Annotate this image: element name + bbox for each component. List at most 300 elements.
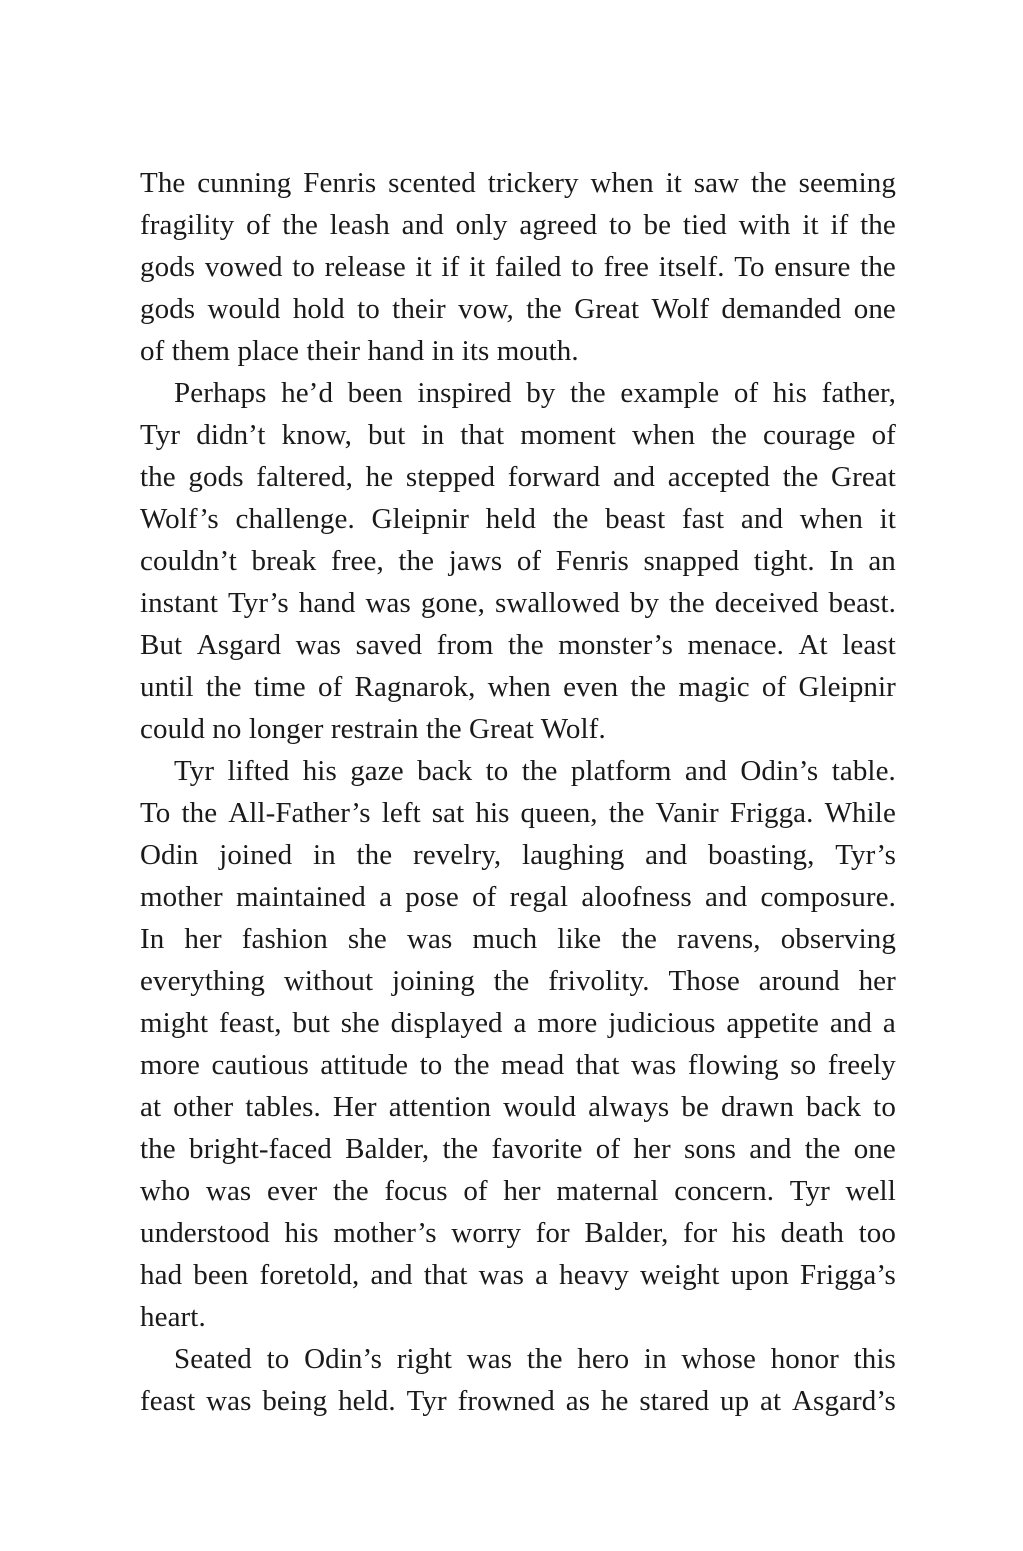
- word: demanded: [721, 293, 842, 325]
- word: Asgard’s: [792, 1385, 896, 1417]
- word: with: [738, 209, 791, 241]
- word: deceived: [714, 587, 819, 619]
- word: back: [805, 1091, 862, 1123]
- word: the: [332, 1175, 369, 1207]
- word: as: [565, 1385, 591, 1417]
- word: and: [684, 755, 728, 787]
- word: the: [205, 671, 242, 703]
- word: hold: [292, 293, 345, 325]
- word: To: [140, 797, 171, 829]
- word: the: [526, 293, 562, 325]
- word: bright-faced: [189, 1133, 332, 1165]
- word: least: [842, 629, 896, 661]
- word: understood: [140, 1217, 270, 1249]
- word: she: [347, 923, 387, 955]
- word: concern.: [674, 1175, 775, 1207]
- word: the: [282, 209, 318, 241]
- word: it: [802, 209, 819, 241]
- word: been: [193, 1259, 249, 1291]
- word: when: [487, 671, 551, 703]
- word: be: [643, 209, 672, 241]
- word: frivolity.: [548, 965, 650, 997]
- word: had: [140, 1259, 183, 1291]
- word: the: [860, 209, 896, 241]
- word: to: [609, 209, 632, 241]
- word: jaws: [448, 545, 503, 577]
- text-line: [140, 414, 896, 456]
- paragraph-4: [140, 1338, 896, 1422]
- word: observing: [780, 923, 896, 955]
- word: gaze: [350, 755, 404, 787]
- word: scented: [388, 167, 476, 199]
- word: he: [365, 461, 394, 493]
- word: Fenris: [555, 545, 629, 577]
- word: example: [620, 377, 720, 409]
- word: would: [503, 1091, 577, 1123]
- word: Vanir: [655, 797, 719, 829]
- word: the: [398, 545, 435, 577]
- word: Odin: [140, 839, 199, 871]
- word: who: [140, 1175, 191, 1207]
- word: and: [645, 839, 688, 871]
- word: displayed: [390, 1007, 503, 1039]
- word: until: [140, 671, 194, 703]
- word: the: [453, 1049, 490, 1081]
- word: back: [417, 755, 473, 787]
- word: gods: [140, 251, 196, 283]
- word: might: [140, 1007, 209, 1039]
- word: of: [733, 377, 759, 409]
- word: the: [140, 1133, 176, 1165]
- word: a: [379, 881, 393, 913]
- word: from: [436, 629, 494, 661]
- word: the: [181, 797, 218, 829]
- word: trickery: [487, 167, 579, 199]
- word: the: [442, 1133, 479, 1165]
- word: Great: [574, 293, 640, 325]
- word: being: [262, 1385, 328, 1417]
- word: frowned: [457, 1385, 555, 1417]
- text-line: [140, 960, 896, 1002]
- word: Odin’s: [740, 755, 819, 787]
- word: focus: [384, 1175, 448, 1207]
- word: his: [772, 377, 807, 409]
- word: and: [829, 1007, 872, 1039]
- word: Tyr: [140, 419, 181, 451]
- word: to: [419, 1049, 443, 1081]
- word: Those: [668, 965, 740, 997]
- text-line: could no longer restrain the Great Wolf.: [140, 713, 606, 745]
- word: and: [612, 461, 656, 493]
- word: up: [720, 1385, 750, 1417]
- word: her: [503, 1175, 541, 1207]
- word: his: [475, 797, 510, 829]
- word: for: [535, 1217, 570, 1249]
- word: to: [571, 251, 594, 283]
- word: it: [415, 251, 432, 283]
- word: everything: [140, 965, 266, 997]
- word: Wolf’s: [140, 503, 219, 535]
- word: Balder,: [345, 1133, 430, 1165]
- word: leash: [329, 209, 390, 241]
- word: moment: [520, 419, 616, 451]
- word: around: [758, 965, 840, 997]
- word: drawn: [720, 1091, 794, 1123]
- word: laughing: [522, 839, 625, 871]
- word: menace.: [687, 629, 784, 661]
- word: that: [423, 1259, 468, 1291]
- word: much: [472, 923, 538, 955]
- word: lifted: [227, 755, 290, 787]
- word: beast: [605, 503, 666, 535]
- text-line: [140, 1002, 896, 1044]
- word: regal: [509, 881, 569, 913]
- word: and: [740, 503, 784, 535]
- text-line: [140, 1044, 896, 1086]
- word: hand: [298, 587, 356, 619]
- word: by: [629, 587, 660, 619]
- word: maternal: [556, 1175, 659, 1207]
- word: was: [206, 1385, 252, 1417]
- word: the: [608, 797, 645, 829]
- word: Gleipnir: [798, 671, 896, 703]
- word: attitude: [320, 1049, 409, 1081]
- word: was: [466, 1343, 513, 1375]
- word: tight.: [753, 545, 815, 577]
- word: the: [356, 839, 393, 871]
- word: one: [853, 293, 896, 325]
- text-line: [140, 792, 896, 834]
- word: the: [630, 671, 667, 703]
- word: he: [600, 1385, 629, 1417]
- word: stepped: [405, 461, 496, 493]
- word: more: [140, 1049, 200, 1081]
- word: of: [516, 545, 542, 577]
- word: couldn’t: [140, 545, 237, 577]
- text-line: [140, 372, 896, 414]
- word: know,: [281, 419, 352, 451]
- word: sat: [431, 797, 465, 829]
- word: this: [853, 1343, 896, 1375]
- word: tables.: [245, 1091, 321, 1123]
- word: The: [140, 167, 186, 199]
- text-line: [140, 750, 896, 792]
- word: mother: [140, 881, 223, 913]
- word: freely: [827, 1049, 896, 1081]
- word: revelry,: [413, 839, 502, 871]
- word: snapped: [643, 545, 740, 577]
- word: it: [468, 251, 486, 283]
- word: an: [868, 545, 896, 577]
- word: when: [799, 503, 863, 535]
- word: mother’s: [333, 1217, 437, 1249]
- word: Perhaps: [174, 377, 267, 409]
- word: right: [396, 1343, 453, 1375]
- text-line: [140, 246, 896, 288]
- word: cautious: [211, 1049, 309, 1081]
- word: ravens,: [677, 923, 761, 955]
- word: didn’t: [196, 419, 266, 451]
- word: instant: [140, 587, 219, 619]
- word: tied: [682, 209, 727, 241]
- text-line: [140, 1170, 896, 1212]
- word: for: [683, 1217, 718, 1249]
- word: Tyr’s: [228, 587, 289, 619]
- word: free: [603, 251, 650, 283]
- word: it: [879, 503, 896, 535]
- word: But: [140, 629, 183, 661]
- word: to: [357, 293, 380, 325]
- word: Great: [831, 461, 896, 493]
- word: gods: [140, 293, 196, 325]
- word: beast.: [828, 587, 896, 619]
- word: attention: [388, 1091, 492, 1123]
- text-line: [140, 498, 896, 540]
- word: was: [205, 1175, 252, 1207]
- word: hero: [577, 1343, 630, 1375]
- word: she: [340, 1007, 380, 1039]
- word: Wolf: [651, 293, 710, 325]
- text-line: heart.: [140, 1301, 206, 1333]
- text-line: [140, 162, 896, 204]
- word: the: [669, 587, 705, 619]
- word: break: [251, 545, 317, 577]
- word: in: [421, 419, 445, 451]
- word: too: [858, 1217, 896, 1249]
- word: Frigga’s: [800, 1259, 896, 1291]
- word: Her: [332, 1091, 377, 1123]
- text-line: [140, 456, 896, 498]
- word: Frigga.: [729, 797, 814, 829]
- word: challenge.: [235, 503, 355, 535]
- word: the: [140, 461, 176, 493]
- word: but: [368, 419, 406, 451]
- word: favorite: [491, 1133, 583, 1165]
- word: like: [557, 923, 602, 955]
- word: appetite: [726, 1007, 819, 1039]
- word: Asgard: [196, 629, 282, 661]
- word: worry: [451, 1217, 522, 1249]
- book-text-column: [140, 162, 896, 1422]
- word: the: [493, 965, 530, 997]
- word: cunning: [197, 167, 292, 199]
- word: Tyr: [174, 755, 215, 787]
- word: a: [513, 1007, 527, 1039]
- word: if: [441, 251, 460, 283]
- word: of: [317, 671, 343, 703]
- word: Fenris: [303, 167, 377, 199]
- word: was: [406, 923, 453, 955]
- text-line: [140, 1086, 896, 1128]
- text-line: [140, 204, 896, 246]
- word: was: [631, 1049, 677, 1081]
- word: more: [537, 1007, 598, 1039]
- word: gods: [188, 461, 244, 493]
- word: heavy: [559, 1259, 629, 1291]
- word: courage: [763, 419, 856, 451]
- word: Tyr: [406, 1385, 447, 1417]
- text-line: [140, 1254, 896, 1296]
- word: a: [882, 1007, 896, 1039]
- word: feast,: [219, 1007, 282, 1039]
- word: Ragnarok,: [354, 671, 476, 703]
- word: In: [829, 545, 854, 577]
- text-line: [140, 1212, 896, 1254]
- word: table.: [831, 755, 896, 787]
- word: vow,: [458, 293, 514, 325]
- word: that: [575, 1049, 620, 1081]
- word: be: [681, 1091, 709, 1123]
- word: whose: [681, 1343, 756, 1375]
- word: of: [246, 209, 271, 241]
- word: monster’s: [558, 629, 673, 661]
- word: other: [173, 1091, 234, 1123]
- word: joined: [219, 839, 293, 871]
- word: her: [184, 923, 222, 955]
- word: gone,: [420, 587, 485, 619]
- word: of: [463, 1175, 488, 1207]
- paragraph-3: [140, 750, 896, 1338]
- word: father,: [821, 377, 896, 409]
- word: and: [401, 209, 444, 241]
- word: release: [324, 251, 406, 283]
- word: saved: [355, 629, 423, 661]
- text-line: [140, 540, 896, 582]
- word: maintained: [235, 881, 366, 913]
- word: honor: [770, 1343, 839, 1375]
- word: ensure: [774, 251, 851, 283]
- word: in: [313, 839, 336, 871]
- word: held: [485, 503, 537, 535]
- word: been: [347, 377, 403, 409]
- word: failed: [494, 251, 562, 283]
- word: the: [621, 923, 657, 955]
- word: well: [845, 1175, 896, 1207]
- word: one: [853, 1133, 896, 1165]
- text-line: [140, 918, 896, 960]
- word: of: [472, 881, 497, 913]
- word: Seated: [174, 1343, 252, 1375]
- word: judicious: [608, 1007, 716, 1039]
- word: only: [455, 209, 508, 241]
- word: composure.: [760, 881, 896, 913]
- word: was: [365, 587, 411, 619]
- word: to: [292, 251, 316, 283]
- word: upon: [730, 1259, 789, 1291]
- text-line: [140, 876, 896, 918]
- word: to: [485, 755, 509, 787]
- word: left: [381, 797, 421, 829]
- word: the: [570, 377, 606, 409]
- word: but: [292, 1007, 330, 1039]
- word: faltered,: [256, 461, 353, 493]
- word: always: [588, 1091, 670, 1123]
- word: Odin’s: [304, 1343, 383, 1375]
- word: the: [526, 1343, 563, 1375]
- word: swallowed: [494, 587, 620, 619]
- word: fast: [681, 503, 725, 535]
- word: While: [824, 797, 896, 829]
- word: the: [552, 503, 589, 535]
- word: would: [207, 293, 281, 325]
- word: the: [711, 419, 747, 451]
- word: aloofness: [581, 881, 692, 913]
- word: death: [780, 1217, 844, 1249]
- word: All-Father’s: [228, 797, 371, 829]
- word: the: [521, 755, 558, 787]
- word: his: [284, 1217, 319, 1249]
- word: at: [140, 1091, 162, 1123]
- word: feast: [140, 1385, 196, 1417]
- text-line: [140, 666, 896, 708]
- word: forward: [507, 461, 601, 493]
- word: mead: [501, 1049, 565, 1081]
- word: when: [590, 167, 654, 199]
- text-line: [140, 624, 896, 666]
- text-line: [140, 288, 896, 330]
- word: their: [392, 293, 446, 325]
- word: foretold,: [259, 1259, 360, 1291]
- word: of: [761, 671, 787, 703]
- word: inspired: [417, 377, 512, 409]
- word: fashion: [241, 923, 328, 955]
- word: time: [253, 671, 306, 703]
- word: the: [507, 629, 544, 661]
- word: was: [478, 1259, 525, 1291]
- word: agreed: [519, 209, 598, 241]
- word: without: [283, 965, 374, 997]
- word: the: [782, 461, 819, 493]
- word: the: [751, 167, 787, 199]
- word: it: [665, 167, 682, 199]
- word: when: [631, 419, 696, 451]
- word: to: [873, 1091, 896, 1123]
- word: vowed: [204, 251, 283, 283]
- word: accepted: [667, 461, 770, 493]
- word: fragility: [140, 209, 235, 241]
- word: his: [302, 755, 337, 787]
- word: Gleipnir: [371, 503, 469, 535]
- word: flowing: [687, 1049, 779, 1081]
- word: Tyr’s: [835, 839, 896, 871]
- word: he’d: [281, 377, 334, 409]
- word: and: [370, 1259, 413, 1291]
- word: her: [633, 1133, 671, 1165]
- word: In: [140, 923, 165, 955]
- word: At: [798, 629, 828, 661]
- word: magic: [678, 671, 750, 703]
- word: her: [858, 965, 896, 997]
- word: boasting,: [708, 839, 815, 871]
- paragraph-2: [140, 372, 896, 750]
- word: a: [535, 1259, 549, 1291]
- word: saw: [693, 167, 740, 199]
- word: of: [871, 419, 896, 451]
- word: at: [760, 1385, 782, 1417]
- text-line: [140, 834, 896, 876]
- text-line: [140, 1128, 896, 1170]
- word: Balder,: [584, 1217, 669, 1249]
- text-line: [140, 1338, 896, 1380]
- word: of: [595, 1133, 621, 1165]
- word: Tyr: [789, 1175, 830, 1207]
- text-line: of them place their hand in its mouth.: [140, 335, 579, 367]
- text-line: [140, 1380, 896, 1422]
- word: free,: [330, 545, 384, 577]
- word: was: [295, 629, 342, 661]
- word: pose: [405, 881, 459, 913]
- word: to: [266, 1343, 290, 1375]
